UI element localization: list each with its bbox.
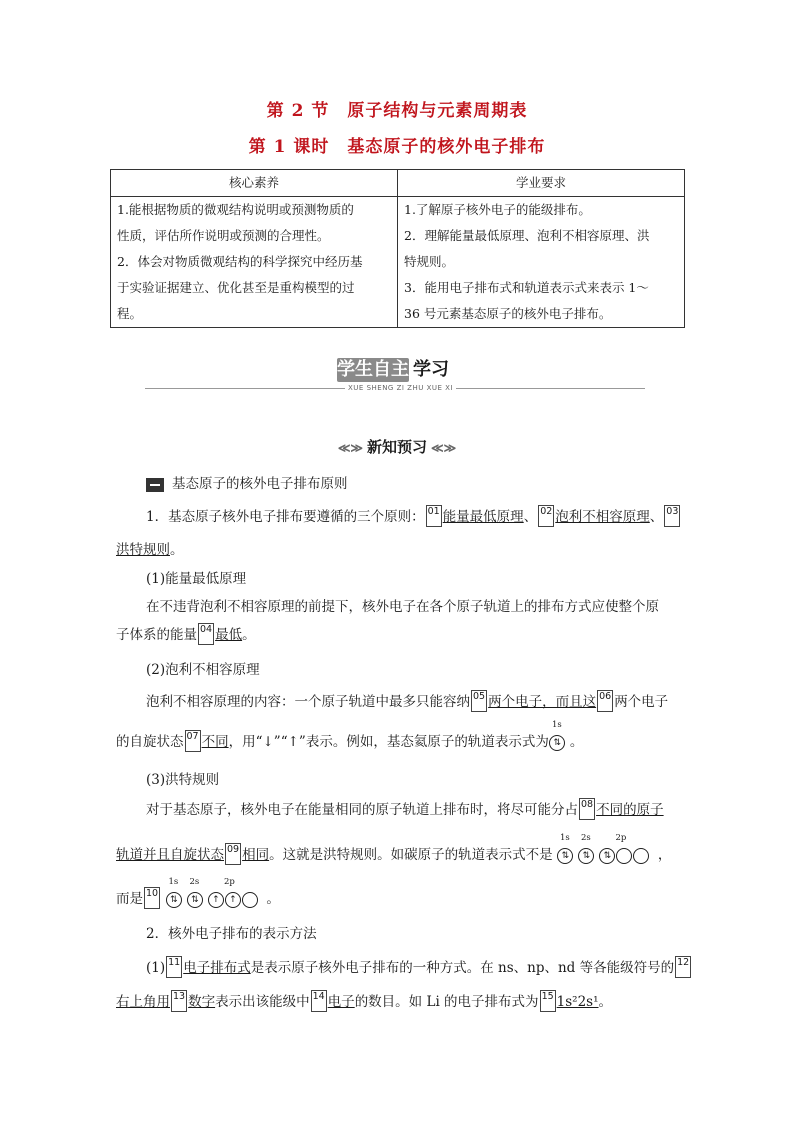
answer: 相同: [242, 847, 270, 863]
text: ，用“↓”“↑”表示。例如，基态氦原子的轨道表示式为: [228, 734, 549, 750]
blank-number: 07: [185, 730, 201, 752]
para-energy-1: 在不违背泡利不相容原理的前提下，核外电子在各个原子轨道上的排布方式应使整个原: [146, 599, 659, 615]
banner-pinyin: XUE SHENG ZI ZHU XUE XI: [345, 384, 456, 392]
answer: 泡利不相容原理: [555, 509, 650, 525]
orbital-box: ⇅: [599, 848, 615, 864]
text: 的自旋状态: [116, 734, 184, 750]
core-line: 程。: [117, 306, 143, 321]
text: 泡利不相容原理的内容：一个原子轨道中最多只能容纳: [146, 694, 470, 710]
orbital-label: 1s: [168, 877, 179, 887]
orbital-2p: [599, 833, 650, 864]
core-line: 2．体会对物质微观结构的科学探究中经历基: [117, 254, 363, 269]
text: 两个电子: [614, 694, 669, 710]
heading-energy-min: (1)能量最低原理: [146, 571, 247, 587]
orbital-box: [633, 848, 649, 864]
orbital-box: ⇅: [557, 848, 573, 864]
orbital-box: [242, 892, 258, 908]
blank-number: 12: [675, 956, 691, 978]
preview-heading: [0, 436, 794, 457]
blank-number: 03: [664, 505, 680, 527]
core-line: 于实验证据建立、优化甚至是重构模型的过: [117, 280, 355, 295]
text: 。: [266, 891, 280, 907]
orbital-label: 1s: [551, 720, 562, 730]
text: 右上角用: [116, 994, 170, 1010]
text: (1): [146, 960, 166, 976]
diamond-right-icon: ≪≫: [431, 441, 457, 455]
req-line: 36 号元素基态原子的核外电子排布。: [404, 306, 612, 321]
orbital-1s: [165, 877, 182, 908]
text: 。这就是洪特规则。如碳原子的轨道表示式不是: [269, 847, 553, 863]
blank-number: 04: [198, 623, 214, 645]
orbital-box: ⇅: [166, 892, 182, 908]
text: 表示出该能级中: [215, 994, 310, 1010]
core-line: 性质，评估所作说明或预测的合理性。: [117, 228, 330, 243]
he-orbital-diagram: [549, 720, 566, 751]
blank-number: 10: [144, 887, 160, 909]
para-config-1: [146, 956, 692, 978]
orbital-label: 2p: [615, 833, 627, 843]
answer: 1s²2s¹: [556, 994, 599, 1010]
text: 。: [242, 627, 256, 643]
carbon-right-diagram: [165, 877, 262, 908]
lesson-title: 第 1 课时 基态原子的核外电子排布: [248, 137, 546, 157]
text: 的数目。如 Li 的电子排布式为: [354, 994, 539, 1010]
orbital-box: ⇅: [187, 892, 203, 908]
orbital-box: ↑: [225, 892, 241, 908]
orbital-1s: [557, 833, 574, 864]
carbon-wrong-diagram: [557, 833, 654, 864]
section-title: 第 2 节 原子结构与元素周期表: [266, 101, 528, 121]
orbital-label: 2s: [581, 833, 591, 843]
diamond-left-icon: ≪≫: [337, 441, 363, 455]
para-principles-cont: [116, 538, 184, 558]
blank-number: 09: [225, 843, 241, 865]
orbital-label: 1s: [560, 833, 570, 843]
blank-number: 14: [311, 990, 327, 1012]
text: 。: [569, 734, 584, 750]
text: 轨道并且自旋状态: [116, 847, 224, 863]
para-principles: [146, 505, 681, 527]
text: 。: [598, 994, 613, 1010]
banner-rest: 学习: [413, 359, 449, 380]
text: 子体系的能量: [116, 627, 197, 643]
req-line: 2．理解能量最低原理、泡利不相容原理、洪: [404, 228, 650, 243]
answer: 数字: [188, 994, 216, 1010]
text: 是表示原子核外电子排布的一种方式。在 ns、np、nd 等各能级符号的: [250, 960, 675, 976]
text: 对于基态原子，核外电子在能量相同的原子轨道上排布时，将尽可能分占: [146, 802, 578, 818]
answer: 两个电子，而且这: [488, 694, 597, 710]
text: ，: [657, 847, 672, 863]
para-pauli-1: [146, 690, 668, 712]
orbital-2s: [578, 833, 595, 864]
orbital-2p: [207, 877, 258, 908]
section-marker-icon: [146, 478, 164, 492]
answer: 电子排布式: [183, 960, 251, 976]
para-hund-2: [116, 833, 672, 865]
text: 而是: [116, 891, 143, 907]
text: 1．基态原子核外电子排布要遵循的三个原则：: [146, 509, 425, 525]
core-line: 1.能根据物质的微观结构说明或预测物质的: [117, 202, 354, 217]
answer: 不同的原子: [596, 802, 664, 818]
table-header-core: 核心素养: [111, 170, 398, 197]
banner-box: 学生自主: [337, 359, 409, 380]
para-hund-3: [116, 877, 280, 909]
text: 。: [170, 542, 184, 558]
blank-number: 06: [597, 690, 613, 712]
para-energy-2: [116, 623, 256, 645]
text: 、: [523, 509, 538, 525]
requirement-cell: [398, 197, 685, 328]
req-line: 3．能用电子排布式和轨道表示式来表示 1～: [404, 280, 649, 295]
answer: 不同: [201, 734, 229, 750]
blank-number: 13: [171, 990, 187, 1012]
answer: 洪特规则: [116, 542, 170, 558]
orbital-label: 2p: [223, 877, 235, 887]
heading-pauli: (2)泡利不相容原理: [146, 662, 260, 678]
req-line: 1.了解原子核外电子的能级排布。: [404, 202, 591, 217]
heading-hund: (3)洪特规则: [146, 772, 220, 788]
orbital-box: [616, 848, 632, 864]
orbital-box: ↑: [208, 892, 224, 908]
section-heading-2: 2．核外电子排布的表示方法: [146, 926, 317, 942]
para-hund-1: [146, 798, 664, 820]
section-heading-1: [146, 472, 348, 492]
blank-number: 15: [540, 990, 556, 1012]
self-study-banner: [145, 356, 645, 396]
para-config-2: [116, 990, 612, 1012]
objectives-table: [110, 169, 685, 328]
blank-number: 11: [166, 956, 182, 978]
answer: 能量最低原理: [442, 509, 524, 525]
orbital-2s: [186, 877, 203, 908]
section-heading-text: 基态原子的核外电子排布原则: [172, 476, 348, 492]
blank-number: 08: [579, 798, 595, 820]
text: 、: [649, 509, 664, 525]
req-line: 特规则。: [404, 254, 455, 269]
table-header-requirement: 学业要求: [398, 170, 685, 197]
orbital-label: 2s: [189, 877, 200, 887]
blank-number: 02: [538, 505, 554, 527]
orbital-box: ⇅: [578, 848, 594, 864]
para-pauli-2: [116, 720, 584, 752]
answer: 最低: [215, 627, 243, 643]
core-literacy-cell: [111, 197, 398, 328]
blank-number: 01: [426, 505, 442, 527]
preview-heading-text: 新知预习: [366, 438, 427, 456]
blank-number: 05: [471, 690, 487, 712]
orbital-box: ⇅: [549, 735, 565, 751]
answer: 电子: [327, 994, 355, 1010]
